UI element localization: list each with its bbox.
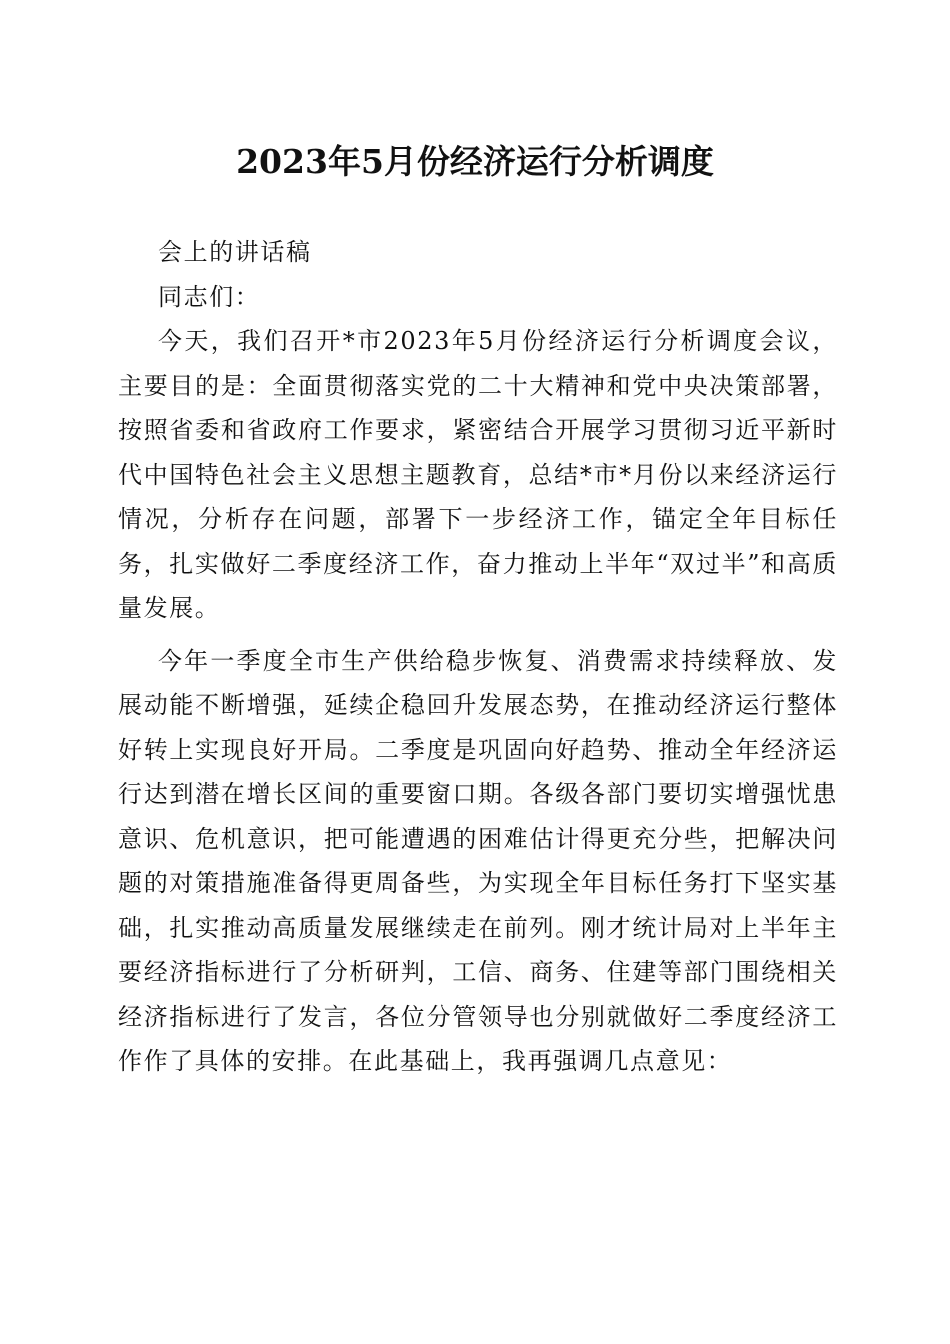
document-title: 2023年5月份经济运行分析调度	[236, 142, 714, 181]
subtitle-line: 会上的讲话稿	[158, 238, 312, 266]
paragraph-1: 今天，我们召开*市2023年5月份经济运行分析调度会议，主要目的是：全面贯彻落实党的二十大精神和党中央决策部署，按照省委和省政府工作要求，紧密结合开展学习贯彻习近平新时代中国特色社会主义思想主题教育，总结*市*月份以来经济运行情况，分析存在问题，部署下一步经济工作，锚定全年目标任务，扎实做好二季度经济工作，奋力推动上半年“双过半”和高质量发展。	[118, 327, 838, 622]
salutation: 同志们：	[158, 282, 261, 311]
document-body	[118, 230, 838, 1084]
paragraph-2: 今年一季度全市生产供给稳步恢复、消费需求持续释放、发展动能不断增强，延续企稳回升发展态势，在推动经济运行整体好转上实现良好开局。二季度是巩固向好趋势、推动全年经济运行达到潜在增长区间的重要窗口期。各级各部门要切实增强忧患意识、危机意识，把可能遭遇的困难估计得更充分些，把解决问题的对策措施准备得更周备些，为实现全年目标任务打下坚实基础，扎实推动高质量发展继续走在前列。刚才统计局对上半年主要经济指标进行了分析研判，工信、商务、住建等部门围绕相关经济指标进行了发言，各位分管领导也分别就做好二季度经济工作作了具体的安排。在此基础上，我再强调几点意见：	[118, 646, 838, 1075]
